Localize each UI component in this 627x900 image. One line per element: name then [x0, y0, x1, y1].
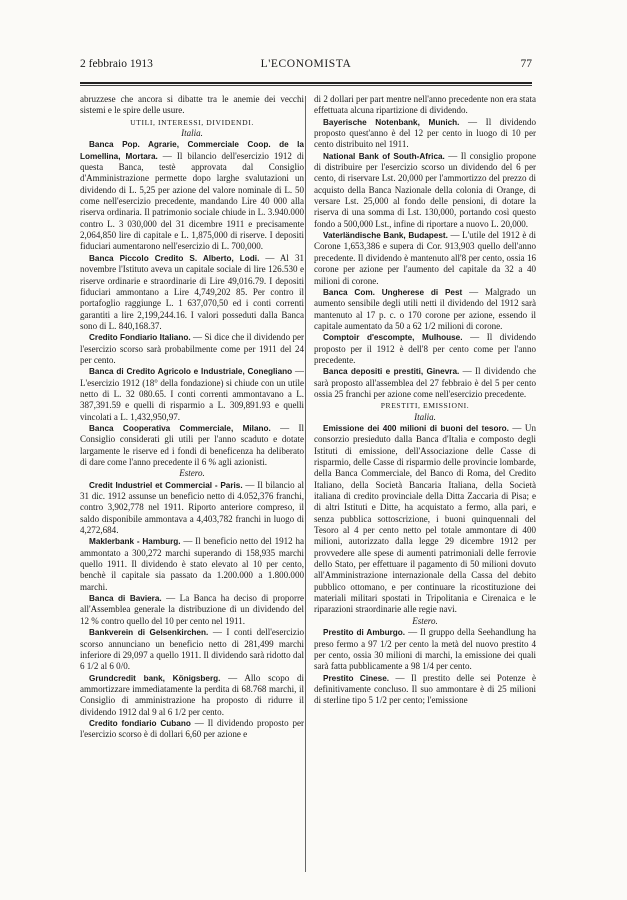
item-text: — Il dividendo che sarà proposto all'assemblea del 27 febbraio è del 5 per cento ossia 25 franchi per azione come nell'esercizio precedente. — [314, 366, 536, 399]
item-heading: Banca Com. Ungherese di Pest — [323, 287, 463, 297]
item-heading: National Bank of South-Africa. — [323, 151, 445, 161]
item-heading: Banca Cooperativa Commerciale, Milano. — [89, 423, 271, 433]
news-item — [80, 332, 304, 366]
news-item — [314, 287, 536, 332]
right-column — [314, 94, 536, 879]
item-text: — Il bilancio al 31 dic. 1912 assunse un beneficio netto di 4.052,376 franchi, contro 3,902,778 nel 1911. Riporto anteriore compreso, il saldo disponibile ammontava a 4,403,782 franchi in luogo di 4,272,684. — [80, 479, 304, 536]
news-item — [80, 673, 304, 718]
news-item — [80, 718, 304, 741]
left-column — [80, 94, 304, 879]
item-heading: Banca di Baviera. — [89, 594, 162, 604]
intro-paragraph: abruzzese che ancora si dibatte tra le anemie dei vecchi sistemi e le spire delle usure. — [80, 94, 304, 116]
item-heading: Prestito Cinese. — [323, 673, 390, 683]
news-item — [80, 593, 304, 627]
item-text: — Il prestito delle sei Potenze è definitivamente concluso. Il suo ammontare è di 25 milioni di sterline tipo 5 1/2 per cento; l'emissione — [314, 672, 536, 706]
news-item — [80, 253, 304, 332]
subsection-italia: Italia. — [181, 128, 203, 139]
news-item — [314, 117, 536, 151]
issue-date: 2 febbraio 1913 — [80, 58, 153, 70]
journal-title: L'ECONOMISTA — [260, 58, 352, 70]
item-text: — Il bilancio dell'esercizio 1912 di questa Banca, testè approvata dal Consiglio d'Amministrazione permette dopo larghe svalutazioni un dividendo di L. 5,25 per azione del valore nominale di L. 50 come nell'esercizio precedente, mandando Lire 40 000 alla riserva ordinaria. Il patrimonio sociale chiude in L. 3.940.000 contro L. 3 030,000 del 31 dicembre 1911 e precisamente 2,064,850 lire di capitale e L. 1,875,000 di riserve. I depositi fiduciari aumentarono nell'esercizio di L. 700,000. — [80, 150, 304, 252]
news-item — [314, 332, 536, 366]
news-item — [80, 423, 304, 468]
item-text: — Malgrado un aumento sensibile degli utili netti il dividendo del 1912 sarà mantenuto al 17 p. c. o 170 corone per azione, essendo il capitale aumentato da 50 a 62 1/2 milioni di corone. — [314, 286, 536, 331]
item-text: — La Banca ha deciso di proporre all'Assemblea generale la distribuzione di un dividendo del 12 % contro quello del 10 per cento nel 1911. — [80, 593, 304, 626]
item-heading: Banca di Credito Agricolo e Industriale, Conegliano — [89, 367, 293, 377]
item-text: — Allo scopo di ammortizzare immediatamente la perdita di 68.768 marchi, il Consiglio di amministrazione ha proposto di ridurre il dividendo 1912 dal 9 al 6 1/2 per cento. — [80, 672, 304, 717]
item-heading: Vaterländische Bank, Budapest. — [323, 231, 448, 241]
page-number: 77 — [520, 58, 532, 70]
subsection-estero: Estero. — [179, 468, 205, 479]
running-header — [80, 58, 532, 74]
item-heading: Credit Industriel et Commercial - Paris. — [89, 480, 243, 490]
subsection-italia: Italia. — [414, 411, 436, 422]
item-text: — Il dividendo proposto quest'anno è del 12 per cento in luogo di 10 per cento distribuito nel 1911. — [314, 116, 536, 150]
item-text: — Un consorzio presieduto dalla Banca d'Italia e composto degli Istituti di emissione, dell'Associazione delle Casse di risparmio, delle Casse di risparmio delle provincie lombarde, della Banca Commerciale, del Banco di Roma, del Credito Italiano, della Società Bancaria Italiana, della Società italiana di credito provinciale della Ditta Zaccaria di Pisa; e di altri Istituti e Ditte, ha acquistato a fermo, alla pari, e senza pubblica sottoscrizione, i buoni quinquennali del Tesoro al 4 per cento netto pel totale ammontare di 400 milioni, autorizzato dalla legge 29 dicembre 1912 per provvedere alle spese di aumenti patrimoniali delle ferrovie dello Stato, per effettuare il pagamento di 50 milioni dovuto all'Amministrazione internazionale della Cassa del debito pubblico ottomano, e per continuare la ricostituzione dei materiali militari spostati in Tripolitania e Cirenaica e le riparazioni straordinarie alle regie navi. — [314, 422, 536, 615]
item-heading: Banca depositi e prestiti, Ginevra. — [323, 367, 460, 377]
item-heading: Credito Fondiario Italiano. — [89, 333, 191, 343]
item-heading: Credito fondiario Cubano — [89, 718, 191, 728]
item-heading: Comptoir d'escompte, Mulhouse. — [323, 333, 463, 343]
item-heading: Bayerische Notenbank, Munich. — [323, 117, 460, 127]
item-text: — Al 31 novembre l'Istituto aveva un capitale sociale di lire 126.530 e riserve ordinarie e straordinarie di Lire 49,016.79. I depositi fiduciari ammontano a Lire 4,749,202 85. Per contro il portafoglio raggiunge L. 1 637,070,50 ed i conti correnti garantiti a lire 2,199,244.16. I valori posseduti dalla Banca sono di L. 840,168.37. — [80, 252, 304, 331]
news-item — [80, 627, 304, 672]
news-item — [314, 423, 536, 616]
news-item — [314, 366, 536, 400]
item-heading: Bankverein di Gelsenkirchen. — [89, 628, 209, 638]
item-text: — Il gruppo della Seehandlung ha preso fermo a 97 1/2 per cento la metà del nuovo prestito 4 per cento, ossia 30 milioni di marchi, la emissione dei quali sarà fatta pubblicamente a 98 1/4 per cento. — [314, 627, 536, 672]
news-item — [314, 151, 536, 230]
continuation-paragraph: di 2 dollari per part mentre nell'anno precedente non era stata effettuata alcuna ripartizione di dividendo. — [314, 94, 536, 116]
header-rule — [80, 82, 532, 84]
item-heading: Maklerbank - Hamburg. — [89, 537, 181, 547]
news-item — [314, 230, 536, 287]
header-rule-thin — [80, 85, 532, 86]
item-text: — Il dividendo proposto per il 1912 è dell'8 per cento come per l'anno precedente. — [314, 332, 536, 365]
item-text: — Il beneficio netto del 1912 ha ammontato a 300,272 marchi superando di 158,935 marchi quello 1911. Il dividendo è stato elevato al 10 per cento, benchè il capitale sia passato da 1.200.000 a 1.800.000 marchi. — [80, 536, 304, 592]
section-title-prestiti: PRESTITI, EMISSIONI. — [380, 401, 470, 411]
item-heading: Banca Pop. Agrarie, Commerciale Coop. de la Lomellina, Mortara. — [80, 140, 304, 161]
news-item — [314, 627, 536, 672]
item-text: — I conti dell'esercizio scorso annunciano un beneficio netto di 281,499 marchi inferiore di 29,097 a quello 1911. Il dividendo sarà ridotto dal 6 1/2 al 6 0/0. — [80, 627, 304, 672]
news-item — [80, 366, 304, 423]
column-divider — [305, 96, 306, 872]
news-item — [80, 480, 304, 537]
news-item — [80, 536, 304, 593]
item-heading: Banca Piccolo Credito S. Alberto, Lodi. — [89, 253, 260, 263]
item-text: — Il dividendo proposto per l'esercizio scorso è di dollari 6,60 per azione e — [80, 717, 304, 740]
item-text: — L'esercizio 1912 (18° della fondazione) si chiude con un utile netto di L. 32 080.65. I conti correnti ammontavano a L. 387,391.59 e quelli di risparmio a L. 309,891.93 e quelli vincolati a L. 1,432,950,97. — [80, 366, 304, 422]
news-item — [80, 139, 304, 252]
item-text: — Il Consiglio considerati gli utili per l'anno scaduto e dotate largamente le riserve ed i fondi di beneficenza ha deliberato di dare come l'anno precedente il 6 % agli azionisti. — [80, 422, 304, 467]
item-heading: Emissione dei 400 milioni di buoni del tesoro. — [323, 423, 509, 433]
news-item — [314, 673, 536, 707]
item-text: — L'utile del 1912 è di Corone 1,653,386 e supera di Cor. 913,903 quello dell'anno precedente. Il dividendo è mantenuto all'8 per cento, ossia 16 corone per azione per l'aumento del capitale da 32 a 40 milioni di corone. — [314, 230, 536, 286]
section-title-utili: UTILI, INTERESSI, DIVIDENDI. — [130, 117, 254, 127]
item-heading: Grundcredit bank, Königsberg. — [89, 673, 221, 683]
item-heading: Prestito di Amburgo. — [323, 628, 406, 638]
item-text: — Si dice che il dividendo per l'esercizio scorso sarà probabilmente come per 1911 del 24 per cento. — [80, 332, 304, 365]
subsection-estero: Estero. — [412, 615, 438, 626]
item-text: — Il consiglio propone di distribuire per l'esercizio scorso un dividendo del 6 per cento, di riservare Lst. 20,000 per l'ammortizzo del prezzo di acquisto della Banca Nazionale della colonia di Orange, di versare Lst. 25,000 al fondo delle pensioni, di dotare la riserva di una somma di Lst. 130,000, portando così questo fondo a 500,000 Lst., infine di riportare a nuovo L. 20,000. — [314, 150, 536, 229]
